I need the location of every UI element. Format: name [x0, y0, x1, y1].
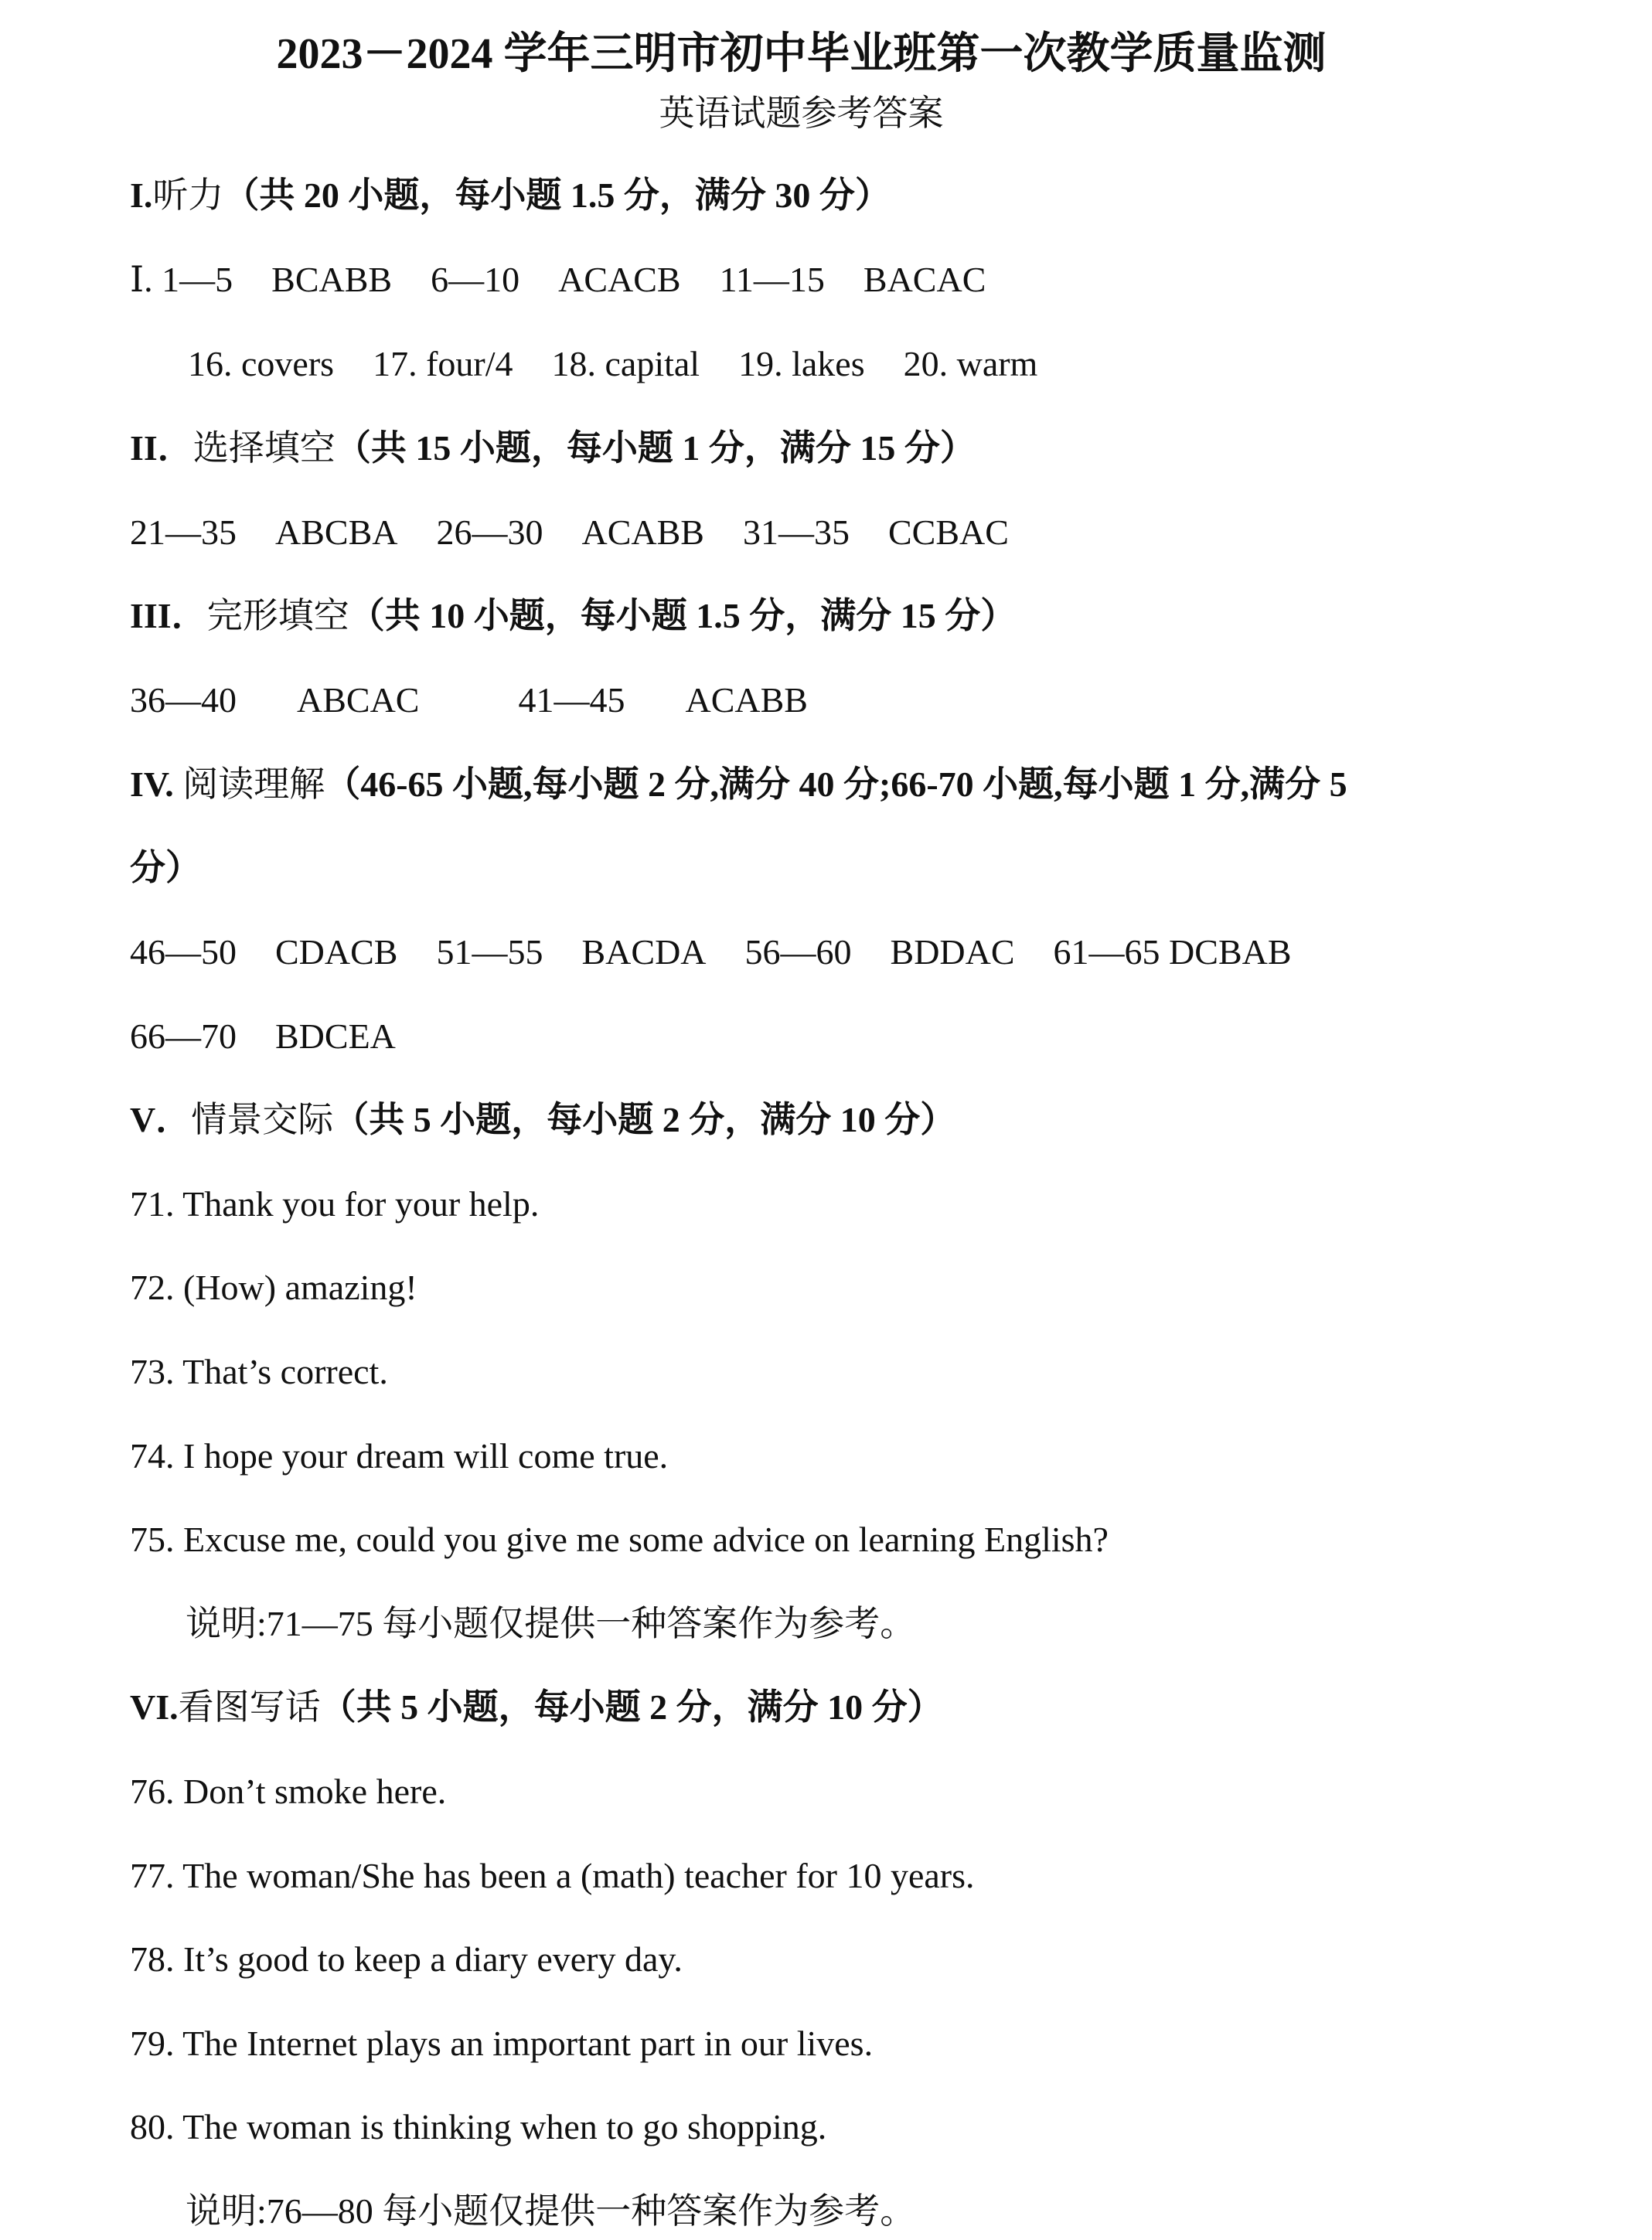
answer-letters: BDDAC: [890, 932, 1015, 972]
section-number: V．: [130, 1100, 192, 1139]
answer-letters: ACABB: [581, 512, 704, 552]
section-5-note: 说明:71—75 每小题仅提供一种答案作为参考。: [186, 1604, 916, 1643]
page-title: 2023－2024 学年三明市初中毕业班第一次教学质量监测: [276, 30, 1327, 78]
section-4-heading-continued: [130, 841, 201, 895]
answer-item: 19. lakes: [738, 344, 865, 383]
answer-line: 74. I hope your dream will come true.: [130, 1436, 669, 1476]
answer-range: 51—55: [436, 932, 543, 972]
section-name: 选择填空: [192, 428, 336, 468]
answer-range: 11—15: [719, 260, 825, 299]
answer-letters: DCBAB: [1169, 932, 1292, 972]
answer-item: 18. capital: [551, 344, 700, 383]
section-4-answers-row: [130, 1009, 396, 1064]
answer-item: 17. four/4: [373, 344, 513, 383]
section-4-answers-row: [130, 925, 1292, 979]
section-name: 看图写话: [178, 1687, 321, 1727]
answer-line: 79. The Internet plays an important part in our lives.: [130, 2024, 874, 2063]
section-name: 情景交际: [191, 1100, 334, 1139]
section-name: 听力: [152, 175, 224, 215]
section-2-answers-row: [130, 506, 1009, 560]
answer-range: 41—45: [518, 680, 625, 720]
answer-range: 56—60: [744, 932, 852, 972]
section-name: 阅读理解: [182, 764, 325, 804]
section-5-heading: [130, 1093, 955, 1147]
section-scoring: （共 15 小题，每小题 1 分，满分 15 分）: [335, 428, 976, 468]
section-3-answers-row: [130, 673, 808, 727]
section-scoring: （共 5 小题，每小题 2 分，满分 10 分）: [333, 1100, 956, 1139]
answer-item: 20. warm: [903, 344, 1038, 383]
section-6-note: 说明:76—80 每小题仅提供一种答案作为参考。: [186, 2191, 916, 2231]
section-scoring-continued: 分）: [130, 848, 201, 887]
answer-line: 72. (How) amazing!: [130, 1268, 417, 1307]
answer-range: 31—35: [742, 512, 850, 552]
answer-letters: BACDA: [581, 932, 707, 972]
answer-line: 75. Excuse me, could you give me some advice on learning English?: [130, 1520, 1109, 1559]
answer-range: 66—70: [130, 1016, 237, 1056]
section-scoring: （共 5 小题，每小题 2 分，满分 10 分）: [320, 1687, 943, 1727]
section-scoring: （共 20 小题，每小题 1.5 分，满分 30 分）: [223, 175, 891, 215]
answer-letters: CDACB: [275, 932, 398, 972]
section-name: 完形填空: [206, 596, 349, 635]
answer-letters: ABCBA: [275, 512, 398, 552]
answer-letters: CCBAC: [887, 512, 1009, 552]
section-4-heading: [130, 757, 1347, 812]
page-subtitle: 英语试题参考答案: [659, 94, 944, 133]
answer-range: 61—65: [1053, 932, 1160, 972]
answer-line: 77. The woman/She has been a (math) teacher for 10 years.: [130, 1856, 975, 1895]
section-scoring: （46-65 小题,每小题 2 分,满分 40 分;66-70 小题,每小题 1 分,满分 5: [325, 764, 1347, 804]
section-number: VI.: [130, 1687, 179, 1727]
answer-range: 36—40: [130, 680, 237, 720]
answer-letters: ACACB: [558, 260, 681, 299]
answer-range: Ⅰ. 1—5: [130, 260, 233, 299]
answer-letters: BACAC: [863, 260, 986, 299]
section-number: II．: [130, 428, 193, 468]
answer-letters: BCABB: [271, 260, 393, 299]
answer-line: 71. Thank you for your help.: [130, 1184, 540, 1224]
section-1-answers-row: [130, 253, 986, 307]
section-number: I.: [130, 175, 153, 215]
section-2-heading: [130, 421, 976, 475]
section-scoring: （共 10 小题，每小题 1.5 分，满分 15 分）: [349, 596, 1017, 635]
answer-range: 21—35: [130, 512, 237, 552]
answer-letters: ACABB: [685, 680, 808, 720]
section-number: III．: [130, 596, 207, 635]
answer-item: 16. covers: [188, 344, 335, 383]
section-1-fill-in-row: [188, 337, 1037, 391]
answer-letters: ABCAC: [297, 680, 420, 720]
answer-range: 26—30: [436, 512, 543, 552]
answer-range: 46—50: [130, 932, 237, 972]
answer-line: 76. Don’t smoke here.: [130, 1772, 447, 1811]
section-3-heading: [130, 589, 1016, 643]
section-number: IV.: [130, 764, 174, 804]
answer-line: 73. That’s correct.: [130, 1352, 388, 1391]
section-1-heading: [130, 169, 891, 223]
answer-line: 80. The woman is thinking when to go shopping.: [130, 2107, 827, 2146]
answer-letters: BDCEA: [275, 1016, 396, 1056]
section-6-heading: [130, 1680, 943, 1734]
answer-range: 6—10: [431, 260, 520, 299]
answer-line: 78. It’s good to keep a diary every day.: [130, 1939, 683, 1979]
